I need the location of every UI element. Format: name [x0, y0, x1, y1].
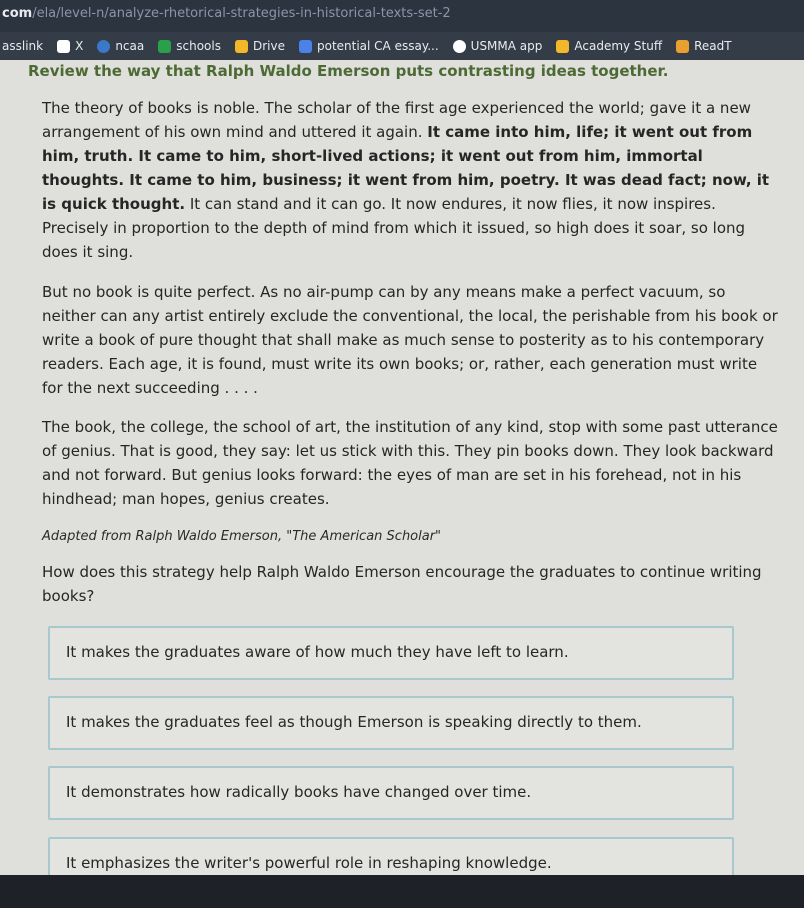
- bookmark-potential-ca-essay[interactable]: [299, 39, 439, 53]
- bookmark-drive[interactable]: [235, 39, 285, 53]
- passage-text: It can stand and it can go. It now endures, it now flies, it now inspires. Precisely in proportion to the depth of mind from which it issued, so high does it soar, so long does it sing.: [42, 195, 746, 261]
- bookmark-label: Academy Stuff: [574, 39, 663, 53]
- instruction-text: Review the way that Ralph Waldo Emerson puts contrasting ideas together.: [28, 62, 669, 80]
- bookmark-label: schools: [176, 39, 221, 53]
- bookmark-label: asslink: [2, 39, 44, 53]
- globe-icon: [453, 40, 466, 53]
- lesson-content: [0, 60, 804, 875]
- passage-text: The theory of books is noble. The scholar of the first age experienced the world; gave it a new arrangement of his own mind and uttered it again.: [42, 99, 751, 141]
- bookmarks-bar: [0, 32, 804, 60]
- passage-paragraph-1: [42, 96, 782, 264]
- google-drive-icon: [235, 40, 248, 53]
- answer-option-3[interactable]: It demonstrates how radically books have changed over time.: [48, 766, 734, 820]
- bookmark-label: X: [75, 39, 84, 53]
- passage-text: The book, the college, the school of art, the institution of any kind, stop with some past utterance of genius. That is good, they say: let us stick with this. They pin books down. They look backward and not forward. But genius looks forward: the eyes of man are set in his forehead, not in his hindhead; man hopes, genius creates.: [42, 418, 778, 508]
- url-path: /ela/level-n/analyze-rhetorical-strategies-in-historical-texts-set-2: [32, 6, 451, 21]
- bookmark-readt[interactable]: [676, 39, 731, 53]
- bookmark-ncaa[interactable]: [97, 39, 144, 53]
- passage-paragraph-2: [42, 280, 782, 400]
- bookmark-label: ReadT: [694, 39, 732, 53]
- bookmark-academy-stuff[interactable]: [556, 39, 662, 53]
- google-docs-icon: [299, 40, 312, 53]
- bar-chart-icon: [676, 40, 689, 53]
- screen-bezel: [0, 875, 804, 908]
- bookmark-label: Drive: [252, 39, 285, 53]
- citation: Adapted from Ralph Waldo Emerson, "The American Scholar": [42, 529, 442, 544]
- passage-paragraph-3: [42, 415, 782, 511]
- answer-option-2[interactable]: It makes the graduates feel as though Emerson is speaking directly to them.: [48, 696, 734, 750]
- bookmark-asslink[interactable]: [2, 39, 43, 53]
- bookmark-x[interactable]: [57, 39, 83, 53]
- bookmark-schools[interactable]: [158, 39, 221, 53]
- bookmark-label: potential CA essay...: [316, 39, 439, 53]
- google-drive-icon: [556, 40, 569, 53]
- url-host: com: [2, 6, 33, 21]
- bookmark-label: ncaa: [115, 39, 145, 53]
- plus-icon: [158, 40, 171, 53]
- bookmark-usmma-app[interactable]: [453, 39, 543, 53]
- question-text: How does this strategy help Ralph Waldo Emerson encourage the graduates to continue writing books?: [42, 563, 762, 605]
- x-icon: [57, 40, 70, 53]
- passage-text: But no book is quite perfect. As no air-pump can by any means make a perfect vacuum, so neither can any artist entirely exclude the conventional, the local, the perishable from his book or write a book of pure thought that shall make as much sense to posterity as to his contemporary readers. Each age, it is found, must write its own books; or, rather, each generation must write for the next succeeding . . . .: [42, 283, 778, 397]
- address-bar[interactable]: [0, 0, 804, 32]
- answer-option-4[interactable]: It emphasizes the writer's powerful role in reshaping knowledge.: [48, 837, 734, 897]
- bookmark-label: USMMA app: [470, 39, 543, 53]
- ncaa-icon: [97, 40, 110, 53]
- bold-passage-text: It came into him, life; it went out from him, truth. It came to him, short-lived actions; it went out from him, immortal thoughts. It came to him, business; it went from him, poetry. It was dead fact; now, it is quick thought.: [42, 123, 770, 213]
- answer-option-1[interactable]: It makes the graduates aware of how much they have left to learn.: [48, 626, 734, 680]
